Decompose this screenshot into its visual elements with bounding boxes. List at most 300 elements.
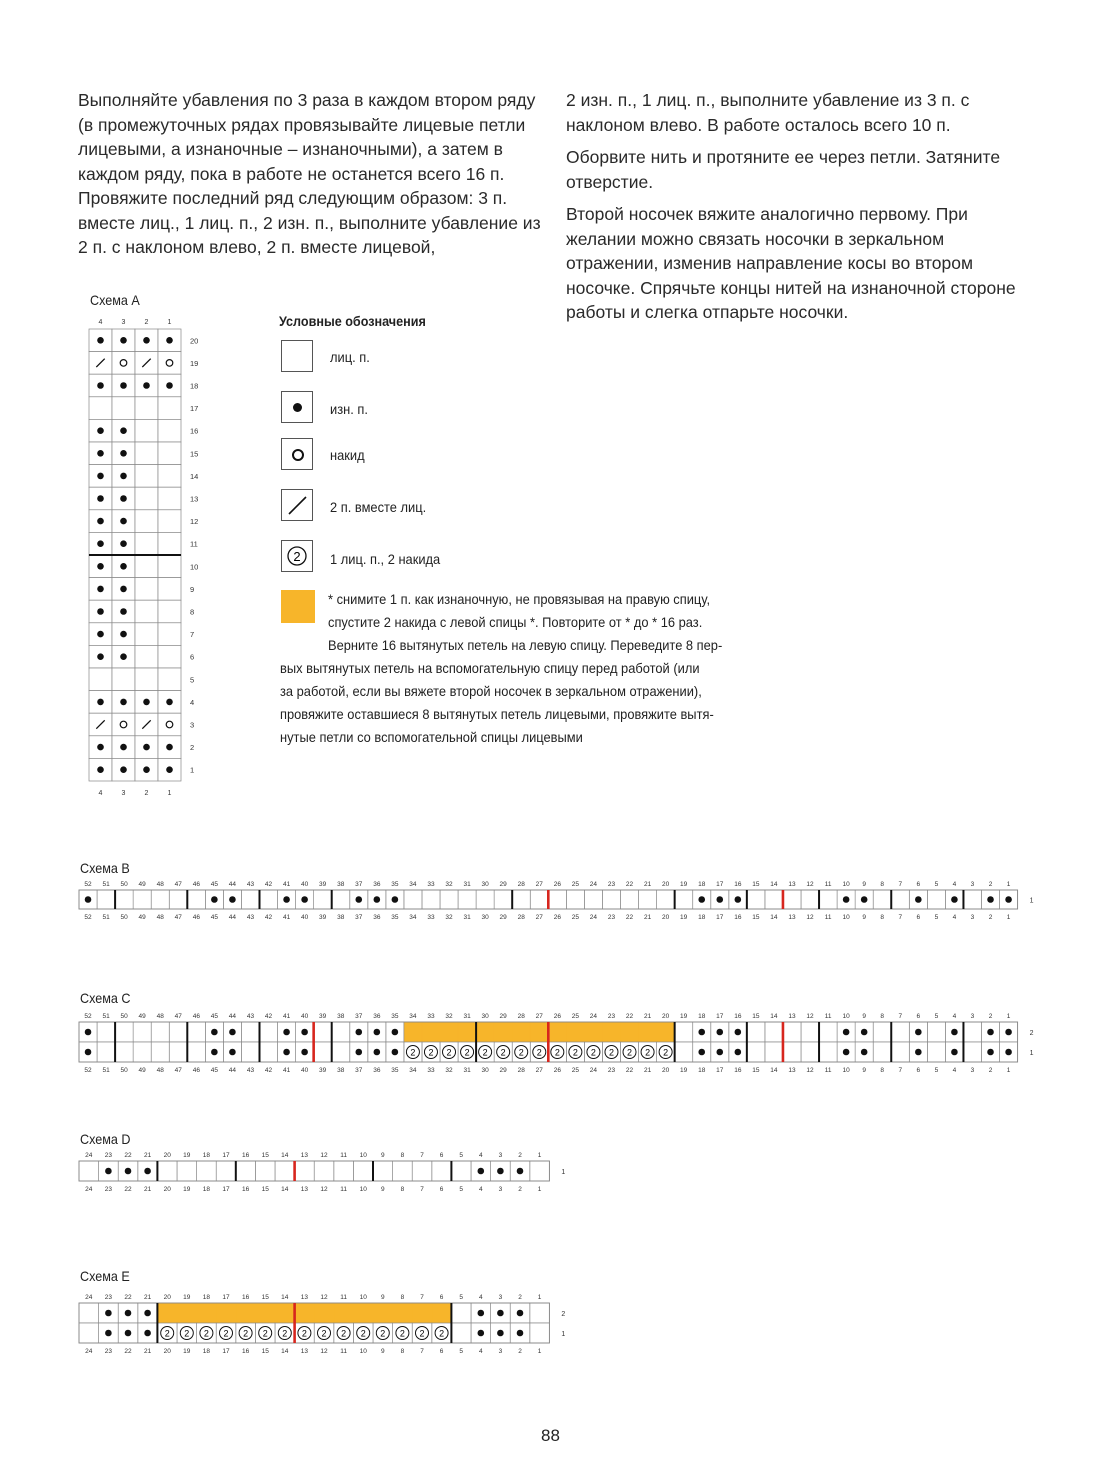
chart-cell [566, 890, 584, 909]
column-number: 9 [862, 881, 866, 888]
column-number: 22 [124, 1186, 132, 1193]
column-number: 40 [301, 914, 309, 921]
column-number: 6 [439, 1186, 444, 1193]
chart-cell [675, 890, 693, 909]
chart-cell [432, 1303, 452, 1323]
double-yo-number: 2 [321, 1328, 327, 1339]
column-number: 6 [916, 1067, 921, 1074]
double-yo-number: 2 [282, 1328, 288, 1339]
column-number: 32 [445, 1013, 453, 1020]
chart-cell [440, 890, 458, 909]
column-number: 34 [409, 1067, 417, 1074]
column-number: 30 [481, 1013, 489, 1020]
purl-dot [166, 699, 173, 706]
column-number: 5 [459, 1294, 464, 1301]
purl-dot [497, 1310, 504, 1317]
column-number: 16 [241, 1294, 250, 1301]
column-number: 14 [281, 1348, 289, 1355]
chart-a-cell [158, 465, 181, 488]
purl-dot [915, 1029, 922, 1036]
chart-b-title: Схема B [80, 860, 130, 876]
chart-cell [432, 1161, 452, 1181]
double-yo-number: 2 [627, 1047, 633, 1058]
column-number: 38 [337, 1067, 345, 1074]
column-number: 5 [934, 1067, 939, 1074]
column-number: 17 [222, 1152, 230, 1159]
column-number: 35 [391, 1013, 399, 1020]
column-number: 21 [143, 1186, 152, 1193]
purl-dot [120, 495, 127, 502]
chart-cell [494, 890, 512, 909]
double-yo-number: 2 [572, 1047, 578, 1058]
chart-a-cell [158, 645, 181, 668]
column-number: 9 [380, 1294, 385, 1301]
legend-item-text: 1 лиц. п., 2 накида [330, 551, 441, 567]
chart-cell [97, 890, 115, 909]
chart-a-cell [158, 419, 181, 442]
double-yo-number: 2 [262, 1328, 268, 1339]
column-number: 4 [98, 319, 103, 326]
column-number: 13 [788, 1067, 796, 1074]
chart-a-cell [135, 578, 158, 601]
chart-cell [332, 890, 350, 909]
chart-cell [177, 1161, 197, 1181]
purl-dot [120, 518, 127, 525]
legend-cable-line: вых вытянутых петель на вспомогательную спицу перед работой (или [280, 660, 700, 676]
column-number: 9 [380, 1186, 385, 1193]
column-number: 5 [934, 881, 939, 888]
row-number: 3 [190, 720, 195, 730]
chart-cell [675, 1042, 693, 1062]
column-number: 48 [156, 914, 164, 921]
column-number: 43 [246, 1013, 255, 1020]
column-number: 4 [478, 1348, 483, 1355]
column-number: 16 [734, 914, 742, 921]
purl-dot [125, 1330, 132, 1337]
svg-text:2: 2 [293, 549, 301, 564]
column-number: 20 [163, 1294, 171, 1301]
column-number: 29 [499, 1067, 507, 1074]
purl-dot [497, 1330, 504, 1337]
row-number: 1 [561, 1169, 566, 1176]
column-number: 7 [420, 1348, 424, 1355]
chart-cell [169, 890, 187, 909]
row-number: 16 [190, 426, 199, 436]
row-number: 1 [190, 765, 195, 775]
chart-cell [530, 1161, 550, 1181]
column-number: 30 [481, 881, 489, 888]
chart-cell [530, 890, 548, 909]
column-number: 37 [355, 1013, 363, 1020]
column-number: 42 [264, 914, 273, 921]
chart-cell [873, 890, 891, 909]
chart-cell [314, 1022, 332, 1042]
purl-dot [97, 653, 104, 660]
column-number: 3 [498, 1294, 503, 1301]
column-number: 46 [192, 1013, 200, 1020]
column-number: 14 [281, 1152, 289, 1159]
column-number: 46 [192, 1067, 200, 1074]
column-number: 51 [102, 914, 110, 921]
column-number: 11 [340, 1348, 347, 1355]
purl-dot [283, 896, 290, 903]
column-number: 8 [400, 1152, 405, 1159]
chart-cell [451, 1303, 471, 1323]
column-number: 19 [680, 1067, 688, 1074]
chart-a-cell [158, 600, 181, 623]
purl-dot [97, 631, 104, 638]
column-number: 33 [427, 881, 435, 888]
column-number: 4 [952, 914, 957, 921]
purl-dot [105, 1168, 112, 1175]
purl-dot [1005, 1029, 1012, 1036]
column-number: 32 [445, 1067, 453, 1074]
column-number: 3 [121, 790, 126, 797]
chart-cell [963, 890, 981, 909]
column-number: 37 [355, 881, 363, 888]
chart-cell [236, 1161, 256, 1181]
column-number: 16 [734, 881, 742, 888]
column-number: 27 [535, 881, 543, 888]
column-number: 21 [643, 914, 652, 921]
column-number: 31 [463, 881, 471, 888]
chart-cell [548, 890, 566, 909]
column-number: 14 [281, 1186, 289, 1193]
column-number: 3 [498, 1152, 503, 1159]
chart-cell [891, 890, 909, 909]
purl-dot [951, 1029, 958, 1036]
purl-dot [120, 608, 127, 615]
row-number: 2 [1029, 1030, 1034, 1037]
purl-dot [105, 1310, 112, 1317]
purl-dot [374, 1049, 381, 1056]
purl-dot [97, 337, 104, 344]
column-number: 36 [373, 1067, 381, 1074]
column-number: 48 [156, 881, 164, 888]
legend-cable-line: нутые петли со вспомогательной спицы лицевыми [280, 729, 583, 745]
column-number: 6 [916, 914, 921, 921]
double-yo-number: 2 [203, 1328, 209, 1339]
column-number: 39 [319, 914, 327, 921]
column-number: 41 [282, 914, 291, 921]
purl-dot [120, 337, 127, 344]
column-number: 9 [380, 1152, 385, 1159]
purl-dot [987, 1049, 994, 1056]
column-number: 10 [842, 1013, 850, 1020]
column-number: 18 [202, 1294, 211, 1301]
column-number: 39 [319, 1067, 327, 1074]
double-yo-number: 2 [184, 1328, 190, 1339]
column-number: 2 [518, 1294, 522, 1301]
row-number: 1 [1029, 897, 1034, 905]
column-number: 50 [120, 1013, 128, 1020]
double-yo-number: 2 [380, 1328, 386, 1339]
chart-cell [458, 890, 476, 909]
purl-dot [97, 766, 104, 773]
purl-dot [698, 1029, 705, 1036]
chart-a-cell [158, 442, 181, 465]
paragraph: Выполняйте убавления по 3 раза в каждом втором ряду (в промежуточных рядах провязывайте лицевые петли лицевыми, а изнаночные – изнаночными), а затем в каждом ряду, пока в работе не останется всего 16 п. Провяжите последний ряд следующим образом: 3 п. вместе лиц., 1 лиц. п., 2 изн. п., выполните убавление из 2 п. с наклоном влево, 2 п. вместе лицевой, [78, 90, 541, 257]
chart-cell [927, 1042, 945, 1062]
chart-cell [97, 1022, 115, 1042]
chart-a-cell [135, 442, 158, 465]
chart-cell [819, 1042, 837, 1062]
column-number: 19 [680, 1013, 688, 1020]
column-number: 24 [589, 881, 598, 888]
purl-dot [843, 896, 850, 903]
paragraph: Второй носочек вяжите аналогично первому. При желании можно связать носочки в зеркальном отражении, изменив направление косы во втором носочке. Спрячьте концы нитей на изнаночной стороне работы и слегка отпарьте носочки. [566, 204, 1016, 322]
chart-cell [79, 1303, 99, 1323]
chart-a-cell [158, 713, 181, 736]
column-number: 52 [84, 914, 92, 921]
column-number: 41 [282, 1013, 291, 1020]
chart-a-cell [135, 555, 158, 578]
column-number: 12 [320, 1186, 328, 1193]
column-number: 10 [359, 1186, 367, 1193]
column-number: 52 [84, 1067, 92, 1074]
chart-cell [412, 1303, 432, 1323]
column-number: 28 [517, 1013, 525, 1020]
double-yo-number: 2 [536, 1047, 542, 1058]
column-number: 32 [445, 914, 453, 921]
column-number: 24 [85, 1348, 93, 1355]
column-number: 18 [698, 1067, 706, 1074]
column-number: 48 [156, 1013, 164, 1020]
column-number: 2 [988, 914, 993, 921]
column-number: 51 [102, 1013, 110, 1020]
column-number: 19 [183, 1186, 191, 1193]
column-number: 4 [98, 790, 103, 797]
column-number: 26 [553, 1013, 561, 1020]
purl-dot [211, 896, 218, 903]
chart-cell [639, 890, 657, 909]
column-number: 27 [535, 1067, 543, 1074]
column-number: 25 [571, 1067, 579, 1074]
chart-cell [584, 890, 602, 909]
purl-dot [97, 586, 104, 593]
column-number: 23 [104, 1186, 113, 1193]
chart-cell [412, 1161, 432, 1181]
column-number: 10 [842, 881, 850, 888]
purl-dot [120, 631, 127, 638]
legend-item-text: накид [330, 447, 365, 463]
column-number: 31 [463, 1067, 471, 1074]
chart-cell [157, 1161, 177, 1181]
chart-a-cell [158, 668, 181, 691]
column-number: 50 [120, 914, 128, 921]
purl-dot [517, 1168, 524, 1175]
purl-dot [97, 427, 104, 434]
column-number: 10 [359, 1152, 367, 1159]
column-number: 2 [518, 1348, 522, 1355]
purl-dot [229, 1029, 236, 1036]
column-number: 50 [120, 1067, 128, 1074]
row-number: 4 [190, 697, 195, 707]
column-number: 12 [806, 1067, 814, 1074]
chart-cell [963, 1022, 981, 1042]
chart-cell [197, 1161, 217, 1181]
column-number: 17 [716, 881, 724, 888]
chart-cell [373, 1161, 393, 1181]
chart-cell [295, 1161, 315, 1181]
column-number: 26 [553, 914, 561, 921]
purl-dot [120, 653, 127, 660]
column-number: 17 [716, 914, 724, 921]
chart-cell [512, 890, 530, 909]
chart-cell [255, 1303, 275, 1323]
purl-dot [144, 1330, 151, 1337]
double-yo-number: 2 [645, 1047, 651, 1058]
column-number: 10 [359, 1294, 367, 1301]
chart-cell [451, 1323, 471, 1343]
purl-dot [987, 1029, 994, 1036]
purl-dot [915, 1049, 922, 1056]
column-number: 7 [898, 1067, 903, 1074]
chart-cell [476, 890, 494, 909]
double-yo-number: 2 [360, 1328, 366, 1339]
column-number: 3 [970, 1067, 975, 1074]
row-number: 1 [561, 1331, 566, 1338]
page-number: 88 [541, 1426, 560, 1445]
column-number: 11 [824, 1067, 832, 1074]
column-number: 3 [498, 1348, 503, 1355]
chart-cell [314, 1042, 332, 1062]
chart-cell [819, 1022, 837, 1042]
chart-cell [393, 1161, 413, 1181]
column-number: 28 [517, 1067, 525, 1074]
column-number: 30 [481, 1067, 489, 1074]
chart-cell [133, 1042, 151, 1062]
column-number: 17 [222, 1348, 230, 1355]
column-number: 29 [499, 881, 507, 888]
legend-cable-line: спустите 2 накида с левой спицы *. Повторите от * до * 16 раз. [328, 614, 703, 630]
column-number: 21 [643, 881, 652, 888]
purl-dot [374, 1029, 381, 1036]
column-number: 28 [517, 914, 525, 921]
column-number: 9 [862, 1013, 866, 1020]
row-number: 15 [190, 449, 199, 459]
row-number: 1 [1029, 1050, 1034, 1057]
column-number: 49 [138, 1067, 146, 1074]
chart-cell [151, 890, 169, 909]
chart-cell [783, 1022, 801, 1042]
purl-dot [283, 1029, 290, 1036]
column-number: 42 [264, 1013, 273, 1020]
column-number: 35 [391, 914, 399, 921]
double-yo-number: 2 [663, 1047, 669, 1058]
column-number: 5 [459, 1152, 464, 1159]
column-number: 2 [988, 1067, 993, 1074]
column-number: 7 [898, 914, 903, 921]
column-number: 44 [228, 914, 237, 921]
column-number: 51 [102, 1067, 110, 1074]
chart-a-cell [135, 510, 158, 533]
column-number: 7 [420, 1294, 424, 1301]
column-number: 7 [420, 1186, 424, 1193]
purl-dot [301, 896, 308, 903]
chart-cell [157, 1303, 177, 1323]
column-number: 15 [752, 1067, 760, 1074]
column-number: 40 [301, 1067, 309, 1074]
column-number: 16 [734, 1067, 742, 1074]
column-number: 33 [427, 1067, 435, 1074]
legend-item-text: лиц. п. [330, 349, 370, 365]
chart-cell [801, 890, 819, 909]
purl-dot [478, 1310, 485, 1317]
column-number: 4 [478, 1152, 483, 1159]
chart-cell [440, 1022, 458, 1042]
column-number: 4 [478, 1186, 483, 1193]
column-number: 1 [1006, 914, 1011, 921]
column-number: 8 [400, 1186, 405, 1193]
column-number: 15 [261, 1152, 269, 1159]
chart-a-cell [89, 397, 112, 420]
purl-dot [143, 699, 150, 706]
column-number: 52 [84, 1013, 92, 1020]
column-number: 1 [167, 319, 172, 326]
column-number: 49 [138, 881, 146, 888]
chart-cell [422, 1022, 440, 1042]
chart-cell [530, 1323, 550, 1343]
chart-cell [332, 1022, 350, 1042]
row-number: 11 [190, 539, 198, 549]
chart-cell [494, 1022, 512, 1042]
purl-dot [120, 382, 127, 389]
column-number: 41 [282, 1067, 291, 1074]
column-number: 36 [373, 914, 381, 921]
column-number: 39 [319, 1013, 327, 1020]
purl-dot [1005, 1049, 1012, 1056]
row-number: 20 [190, 336, 199, 346]
column-number: 24 [85, 1294, 93, 1301]
purl-dot [1005, 896, 1012, 903]
purl-dot [125, 1310, 132, 1317]
double-yo-number: 2 [608, 1047, 614, 1058]
purl-dot [478, 1168, 485, 1175]
row-number: 6 [190, 652, 195, 662]
chart-cell [657, 1022, 675, 1042]
double-yo-number: 2 [341, 1328, 347, 1339]
column-number: 20 [163, 1186, 171, 1193]
column-number: 19 [680, 881, 688, 888]
column-number: 2 [518, 1186, 522, 1193]
chart-c-title: Схема C [80, 990, 131, 1006]
row-number: 19 [190, 358, 199, 368]
purl-dot [85, 1049, 92, 1056]
purl-dot [735, 1049, 742, 1056]
purl-dot [283, 1049, 290, 1056]
chart-cell [927, 890, 945, 909]
column-number: 8 [880, 881, 885, 888]
column-number: 15 [261, 1348, 269, 1355]
chart-e-title: Схема E [80, 1268, 130, 1284]
column-number: 18 [202, 1348, 211, 1355]
purl-dot [120, 699, 127, 706]
column-number: 42 [264, 1067, 273, 1074]
column-number: 6 [439, 1348, 444, 1355]
column-number: 19 [680, 914, 688, 921]
column-number: 23 [607, 1013, 616, 1020]
purl-dot [229, 896, 236, 903]
chart-cell [927, 1022, 945, 1042]
column-number: 43 [246, 881, 255, 888]
chart-a-cell [135, 668, 158, 691]
purl-dot [120, 450, 127, 457]
column-number: 1 [1006, 1067, 1011, 1074]
column-number: 14 [770, 914, 778, 921]
purl-dot [97, 608, 104, 615]
legend-cable-line: провяжите оставшиеся 8 вытянутых петель лицевыми, провяжите вытя- [280, 706, 714, 722]
